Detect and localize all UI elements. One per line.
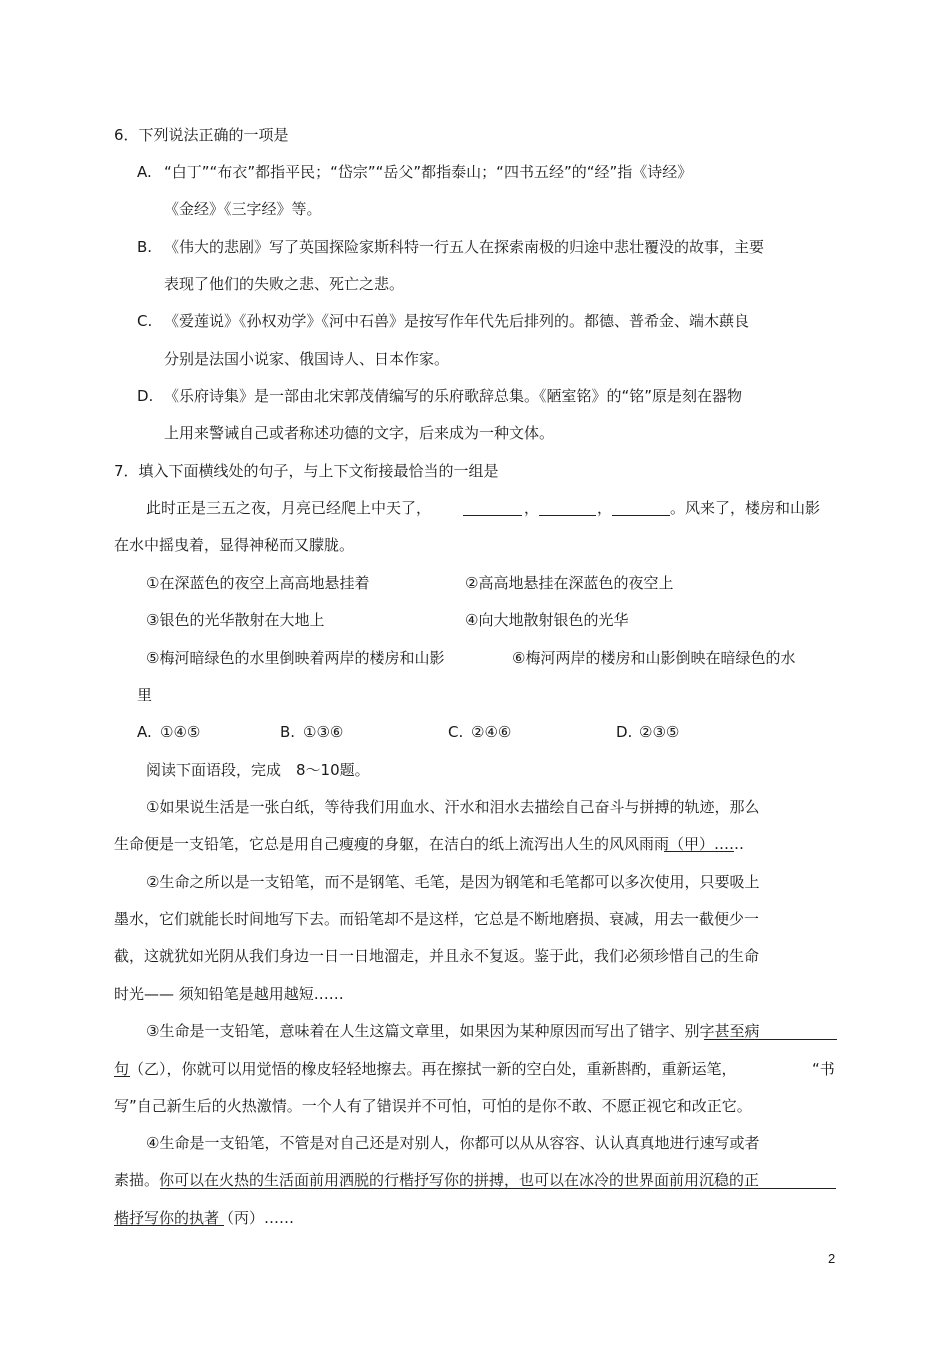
page-number: 2: [828, 1251, 836, 1266]
paragraph-4-line-2: 素描。你可以在火热的生活面前用洒脱的行楷抒写你的拼搏，也可以在冰冷的世界面前用沉稳的正: [114, 1171, 760, 1189]
q6-stem: 6．下列说法正确的一项是: [114, 126, 289, 144]
q6-option-c-line2: 分别是法国小说家、俄国诗人、日本作家。: [164, 350, 450, 368]
q6-option-b-letter: B.: [137, 238, 153, 256]
q6-option-b-line2: 表现了他们的失败之悲、死亡之悲。: [164, 275, 405, 293]
paragraph-2-line-1: ②生命之所以是一支铅笔，而不是钢笔、毛笔，是因为钢笔和毛笔都可以多次使用，只要吸上: [146, 873, 760, 891]
q7-passage-end: 。风来了，楼房和山影: [670, 499, 821, 517]
q6-option-c-line1: 《爱莲说》《孙权劝学》《河中石兽》是按写作年代先后排列的。都德、普希金、端木蕻良: [164, 312, 750, 330]
q6-option-d-letter: D.: [137, 387, 154, 405]
q7-passage-line2: 在水中摇曳着，显得神秘而又朦胧。: [114, 536, 355, 554]
underline-yi-part1: [704, 1039, 837, 1040]
reading-intro: 阅读下面语段，完成 8～10题。: [146, 761, 370, 779]
q7-choice-d-letter: D.: [616, 723, 633, 741]
q6-option-d-line1: 《乐府诗集》是一部由北宋郭茂倩编写的乐府歌辞总集。《陋室铭》的“铭”原是刻在器物: [164, 387, 743, 405]
q7-comma-2: ，: [597, 499, 613, 517]
q7-blank-3: [612, 515, 670, 516]
paragraph-4-line-1: ④生命是一支铅笔，不管是对自己还是对别人，你都可以从从容容、认认真真地进行速写或者: [146, 1134, 760, 1152]
q7-choice-b-text: ①③⑥: [303, 723, 344, 741]
q7-blank-1: [463, 515, 522, 516]
q7-option-6: ⑥梅河两岸的楼房和山影倒映在暗绿色的水: [512, 649, 796, 667]
q6-option-a-line2: 《金经》《三字经》等。: [164, 200, 322, 218]
q7-choice-c-letter: C.: [448, 723, 464, 741]
paragraph-4-line-3: 楷抒写你的执著（丙）……: [114, 1209, 295, 1227]
paragraph-3-line-3: 写”自己新生后的火热激情。一个人有了错误并不可怕，可怕的是你不敢、不愿正视它和改正它。: [114, 1097, 752, 1115]
q7-option-6-continued: 里: [137, 686, 153, 704]
paragraph-2-line-3: 截，这就犹如光阴从我们身边一日一日地溜走，并且永不复返。鉴于此，我们必须珍惜自己的生命: [114, 947, 760, 965]
paragraph-1-line-2: 生命便是一支铅笔，它总是用自己瘦瘦的身躯，在洁白的纸上流泻出人生的风风雨雨（甲）……: [114, 835, 745, 853]
q6-option-b-line1: 《伟大的悲剧》写了英国探险家斯科特一行五人在探索南极的归途中悲壮覆没的故事，主要: [164, 238, 765, 256]
paragraph-1-line-1: ①如果说生活是一张白纸，等待我们用血水、汗水和泪水去描绘自己奋斗与拼搏的轨迹，那么: [146, 798, 760, 816]
paragraph-3-line-2-end: “书: [812, 1060, 835, 1078]
paragraph-3-line-1: ③生命是一支铅笔，意味着在人生这篇文章里，如果因为某种原因而写出了错字、别字甚至病: [146, 1022, 760, 1040]
q7-option-2: ②高高地悬挂在深蓝色的夜空上: [465, 574, 674, 592]
q7-option-3: ③银色的光华散射在大地上: [146, 611, 325, 629]
q7-choice-a-text: ①④⑤: [160, 723, 201, 741]
underline-yi-part2: [114, 1076, 130, 1077]
q6-option-a-letter: A.: [137, 163, 152, 181]
q7-comma-1: ，: [524, 499, 540, 517]
q7-option-1: ①在深蓝色的夜空上高高地悬挂着: [146, 574, 370, 592]
paragraph-3-line-2: 句（乙），你就可以用觉悟的橡皮轻轻地擦去。再在擦拭一新的空白处，重新斟酌，重新运笔，: [114, 1060, 737, 1078]
q7-choice-a-letter: A.: [137, 723, 152, 741]
q7-stem: 7．填入下面横线处的句子，与上下文衔接最恰当的一组是: [114, 462, 499, 480]
q7-passage-start: 此时正是三五之夜，月亮已经爬上中天了，: [146, 499, 432, 517]
underline-bing-part1: [160, 1188, 836, 1189]
paragraph-2-line-4: 时光—— 须知铅笔是越用越短……: [114, 985, 344, 1003]
underline-jia: [664, 851, 734, 852]
q6-option-d-line2: 上用来警诫自己或者称述功德的文字，后来成为一种文体。: [164, 424, 555, 442]
q6-option-a-line1: “白丁”“布衣”都指平民；“岱宗”“岳父”都指泰山；“四书五经”的“经”指《诗经》: [164, 163, 693, 181]
q7-choice-d-text: ②③⑤: [639, 723, 680, 741]
q7-option-5: ⑤梅河暗绿色的水里倒映着两岸的楼房和山影: [146, 649, 445, 667]
q7-option-4: ④向大地散射银色的光华: [465, 611, 629, 629]
q7-choice-c-text: ②④⑥: [471, 723, 512, 741]
q7-blank-2: [539, 515, 596, 516]
q6-option-c-letter: C.: [137, 312, 153, 330]
underline-bing-part2: [114, 1225, 224, 1226]
q7-choice-b-letter: B.: [280, 723, 296, 741]
paragraph-2-line-2: 墨水，它们就能长时间地写下去。而铅笔却不是这样，它总是不断地磨损、衰减，用去一截便少一: [114, 910, 760, 928]
